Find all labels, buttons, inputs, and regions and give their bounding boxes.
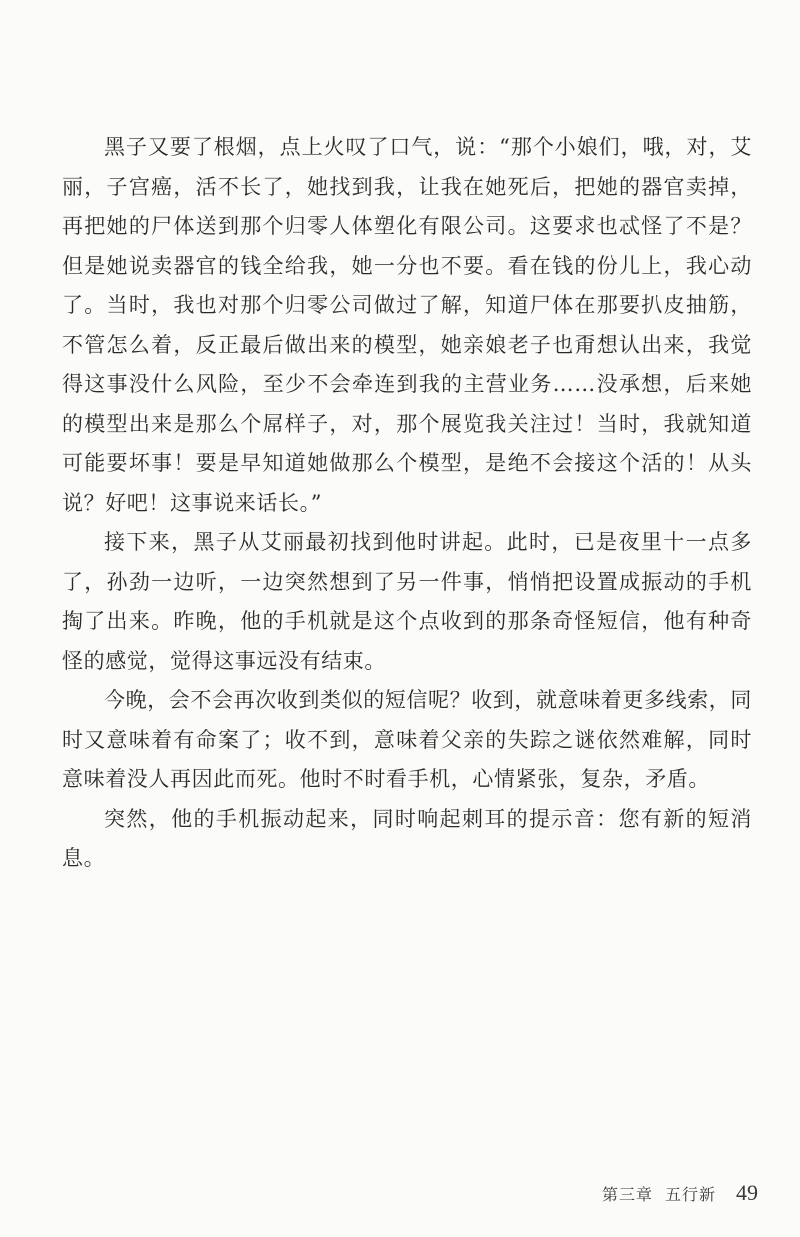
chapter-label: 第三章 <box>601 1185 653 1204</box>
paragraph-3: 今晚，会不会再次收到类似的短信呢？收到，就意味着更多线索，同时又意味着有命案了；收不到，意味着父亲的失踪之谜依然难解，同时意味着没人再因此而死。他时不时看手机，心情紧张，复杂，矛盾。 <box>62 688 752 791</box>
paragraph-4: 突然，他的手机振动起来，同时响起刺耳的提示音：您有新的短消息。 <box>62 806 752 870</box>
page-footer <box>602 1180 758 1206</box>
paragraph-2: 接下来，黑子从艾丽最初找到他时讲起。此时，已是夜里十一点多了，孙劲一边听，一边突然想到了另一件事，悄悄把设置成振动的手机掏了出来。昨晚，他的手机就是这个点收到的那条奇怪短信，他有种奇怪的感觉，觉得这事远没有结束。 <box>62 530 752 673</box>
page-number: 49 <box>736 1180 758 1205</box>
section-title: 五行新 <box>664 1185 716 1204</box>
body-text <box>62 128 752 879</box>
paragraph-1: 黑子又要了根烟，点上火叹了口气，说：“那个小娘们，哦，对，艾丽，子宫癌，活不长了，她找到我，让我在她死后，把她的器官卖掉，再把她的尸体送到那个归零人体塑化有限公司。这要求也忒怪了不是？但是她说卖器官的钱全给我，她一分也不要。看在钱的份儿上，我心动了。当时，我也对那个归零公司做过了解，知道尸体在那要扒皮抽筋，不管怎么着，反正最后做出来的模型，她亲娘老子也甭想认出来，我觉得这事没什么风险，至少不会牵连到我的主营业务……没承想，后来她的模型出来是那么个屌样子，对，那个展览我关注过！当时，我就知道可能要坏事！要是早知道她做那么个模型，是绝不会接这个活的！从头说？好吧！这事说来话长。” <box>62 135 752 515</box>
running-footer <box>602 1182 716 1205</box>
